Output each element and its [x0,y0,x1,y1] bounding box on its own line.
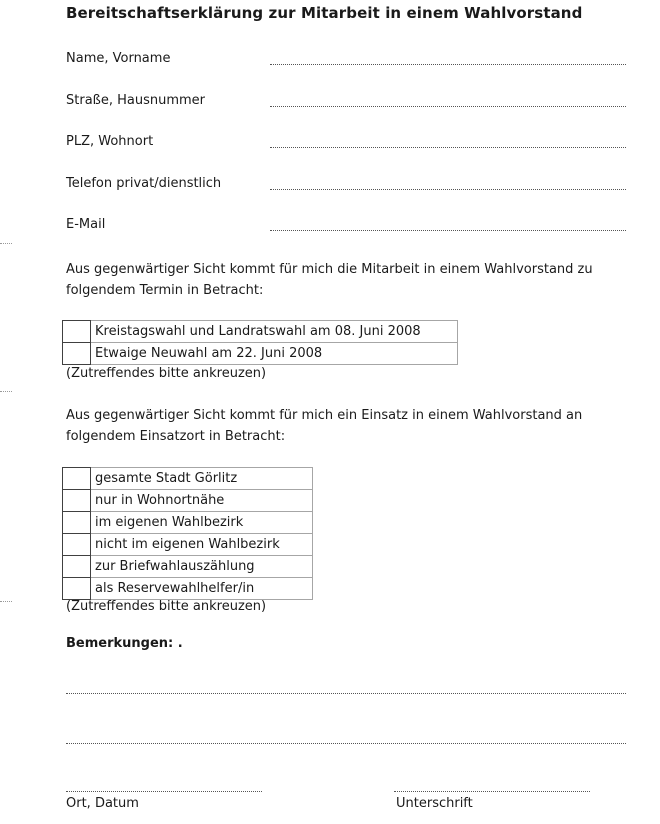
table-row [63,343,458,365]
name-field[interactable] [270,64,626,65]
street-label: Straße, Hausnummer [66,93,206,108]
signature-line[interactable] [394,791,590,792]
check-note: (Zutreffendes bitte ankreuzen) [66,599,267,614]
table-row [63,468,313,490]
checkbox-location-6[interactable] [63,578,91,600]
margin-mark [0,391,12,392]
city-label: PLZ, Wohnort [66,134,154,149]
table-row [63,321,458,343]
table-row [63,490,313,512]
table-row [63,512,313,534]
section2-text: Aus gegenwärtiger Sicht kommt für mich ein Einsatz in einem Wahlvorstand an folgendem Einsatzort in Betracht: [66,408,583,444]
option-label: gesamte Stadt Görlitz [91,468,313,490]
city-field[interactable] [270,147,626,148]
margin-mark [0,243,12,244]
checkbox-location-4[interactable] [63,534,91,556]
date-options-table [62,320,458,365]
option-label: als Reservewahlhelfer/in [91,578,313,600]
table-row [63,534,313,556]
option-label: nicht im eigenen Wahlbezirk [91,534,313,556]
street-field[interactable] [270,106,626,107]
margin-mark [0,601,12,602]
option-label: Etwaige Neuwahl am 22. Juni 2008 [91,343,458,365]
remarks-line-2[interactable] [66,743,626,744]
remarks-line-1[interactable] [66,693,626,694]
checkbox-location-5[interactable] [63,556,91,578]
checkbox-location-3[interactable] [63,512,91,534]
email-field[interactable] [270,230,626,231]
document-title: Bereitschaftserklärung zur Mitarbeit in einem Wahlvorstand [66,4,583,22]
checkbox-location-1[interactable] [63,468,91,490]
location-options-table [62,467,313,600]
option-label: nur in Wohnortnähe [91,490,313,512]
table-row [63,556,313,578]
option-label: zur Briefwahlauszählung [91,556,313,578]
email-label: E-Mail [66,217,106,232]
place-date-label: Ort, Datum [66,796,139,811]
signature-label: Unterschrift [396,796,473,811]
checkbox-date-2[interactable] [63,343,91,365]
phone-field[interactable] [270,189,626,190]
name-label: Name, Vorname [66,51,171,66]
checkbox-location-2[interactable] [63,490,91,512]
option-label: im eigenen Wahlbezirk [91,512,313,534]
table-row [63,578,313,600]
place-date-line[interactable] [66,791,262,792]
option-label: Kreistagswahl und Landratswahl am 08. Juni 2008 [91,321,458,343]
section1-text: Aus gegenwärtiger Sicht kommt für mich die Mitarbeit in einem Wahlvorstand zu folgendem Termin in Betracht: [66,262,593,298]
remarks-label: Bemerkungen: . [66,636,183,651]
checkbox-date-1[interactable] [63,321,91,343]
check-note: (Zutreffendes bitte ankreuzen) [66,366,267,381]
phone-label: Telefon privat/dienstlich [66,176,222,191]
